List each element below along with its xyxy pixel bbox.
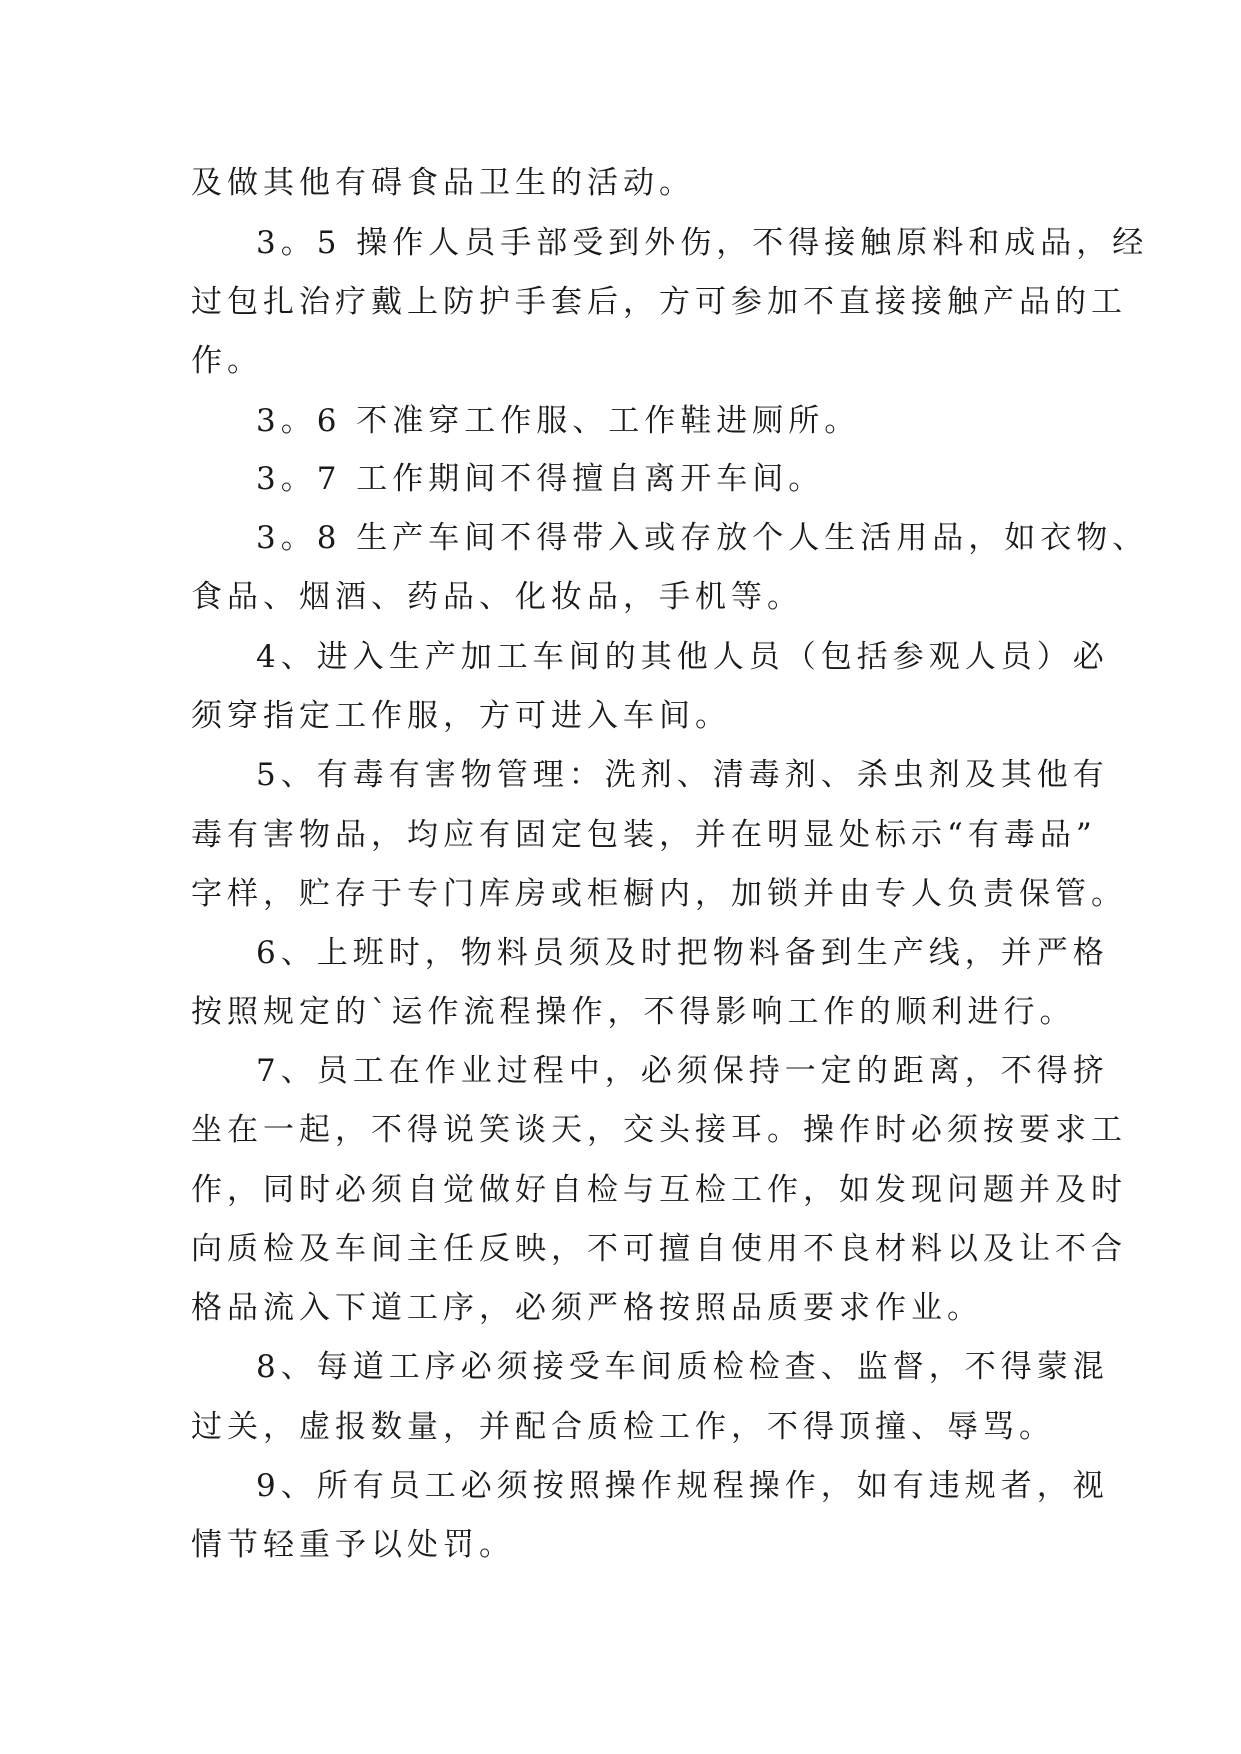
text-line: 7、员工在作业过程中，必须保持一定的距离，不得挤 (256, 1053, 1109, 1089)
text-line: 8、每道工序必须接受车间质检检查、监督，不得蒙混 (256, 1349, 1109, 1385)
text-line: 过包扎治疗戴上防护手套后，方可参加不直接接触产品的工 (191, 284, 1127, 320)
text-line: 按照规定的`运作流程操作，不得影响工作的顺利进行。 (191, 994, 1076, 1030)
text-line: 食品、烟酒、药品、化妆品，手机等。 (191, 579, 803, 615)
text-line: 及做其他有碍食品卫生的活动。 (191, 165, 695, 201)
text-line: 坐在一起，不得说笑谈天，交头接耳。操作时必须按要求工 (191, 1112, 1127, 1148)
text-line: 过关，虚报数量，并配合质检工作，不得顶撞、辱骂。 (191, 1409, 1055, 1445)
text-line: 3。5 操作人员手部受到外伤，不得接触原料和成品，经 (256, 225, 1149, 261)
text-line: 5、有毒有害物管理：洗剂、清毒剂、杀虫剂及其他有 (256, 757, 1109, 793)
text-line: 情节轻重予以处罚。 (191, 1527, 515, 1563)
text-line: 毒有害物品，均应有固定包装，并在明显处标示“有毒品” (191, 817, 1097, 853)
text-line: 须穿指定工作服，方可进入车间。 (191, 698, 731, 734)
text-line: 作，同时必须自觉做好自检与互检工作，如发现问题并及时 (191, 1172, 1127, 1208)
text-line: 格品流入下道工序，必须严格按照品质要求作业。 (191, 1290, 983, 1326)
text-line: 向质检及车间主任反映，不可擅自使用不良材料以及让不合 (191, 1231, 1127, 1267)
text-line: 3。6 不准穿工作服、工作鞋进厕所。 (256, 403, 861, 439)
text-line: 3。8 生产车间不得带入或存放个人生活用品，如衣物、 (256, 520, 1149, 556)
text-line: 6、上班时，物料员须及时把物料备到生产线，并严格 (256, 935, 1109, 971)
text-line: 字样，贮存于专门库房或柜橱内，加锁并由专人负责保管。 (191, 876, 1127, 912)
text-line: 作。 (191, 343, 263, 379)
text-line: 9、所有员工必须按照操作规程操作，如有违规者，视 (256, 1468, 1109, 1504)
text-line: 3。7 工作期间不得擅自离开车间。 (256, 461, 825, 497)
text-line: 4、进入生产加工车间的其他人员（包括参观人员）必 (256, 639, 1109, 675)
